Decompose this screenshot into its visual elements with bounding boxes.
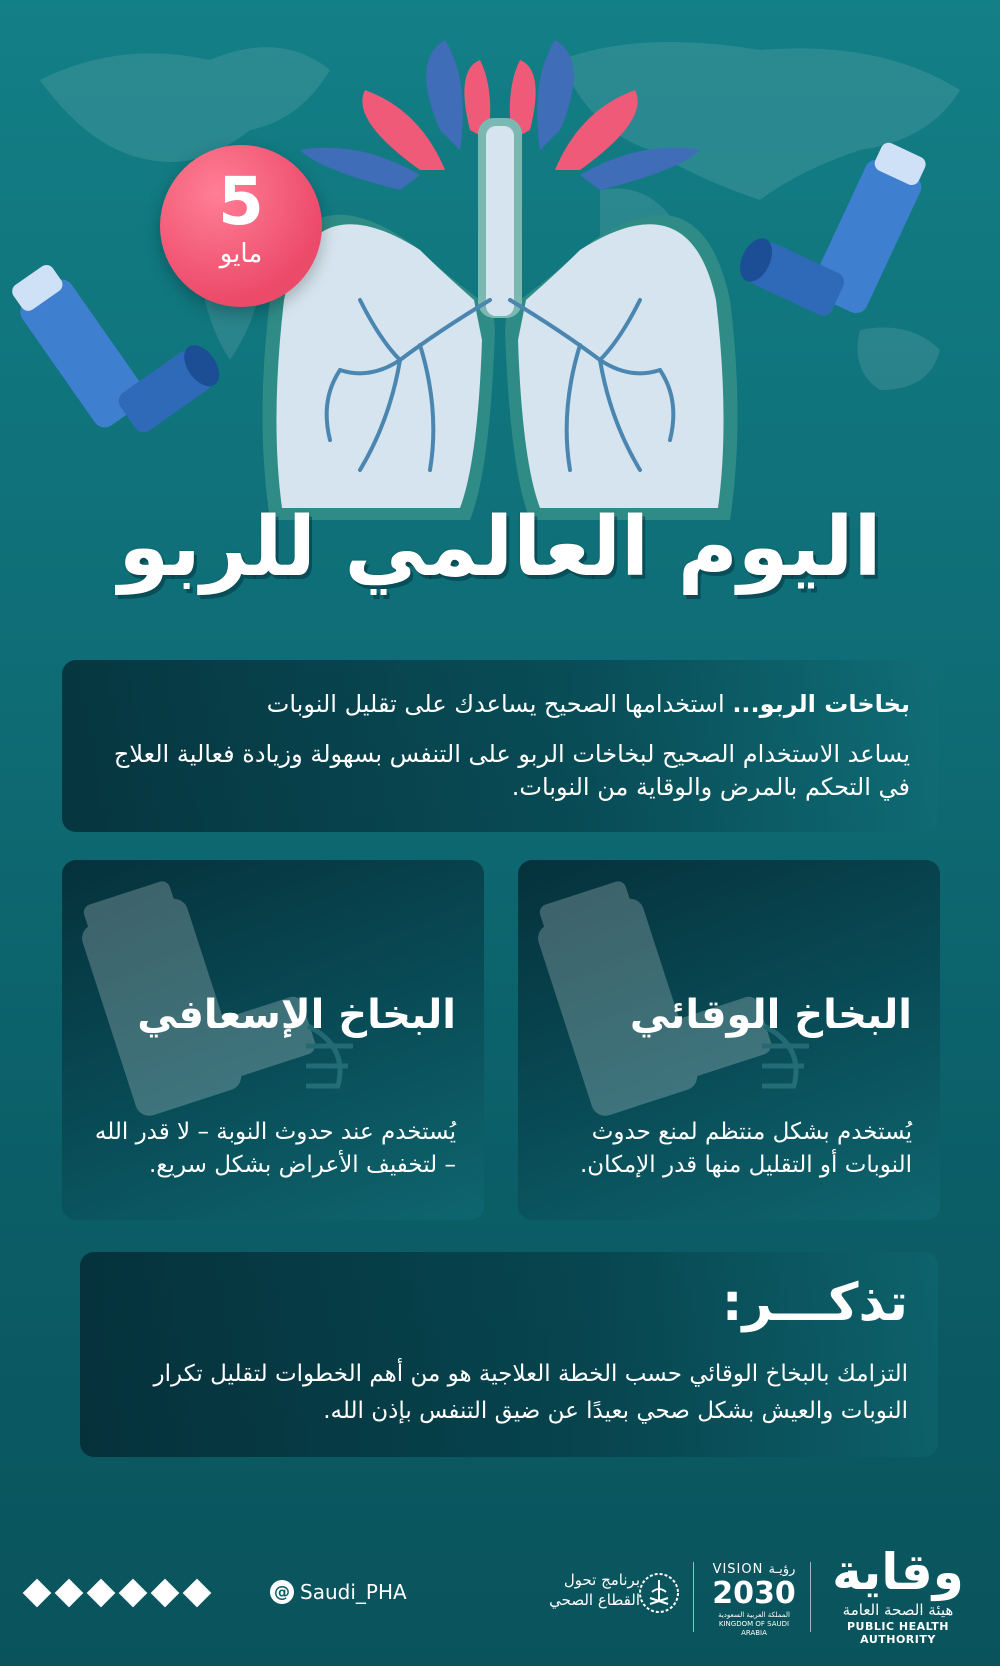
intro-lead-rest: استخدامها الصحيح يساعدك على تقليل النوبات — [266, 690, 733, 718]
pha-name-ar: هيئة الصحة العامة — [842, 1601, 954, 1619]
pha-name-en: PUBLIC HEALTH AUTHORITY — [846, 1620, 949, 1646]
divider — [810, 1562, 811, 1632]
preventive-title: البخاخ الوقائي — [629, 992, 912, 1038]
social-handle[interactable] — [270, 1580, 407, 1604]
remember-title: تذكـــر: — [721, 1273, 908, 1333]
page-title: اليوم العالمي للربو — [118, 500, 882, 595]
remember-card — [80, 1252, 938, 1457]
divider — [693, 1562, 694, 1632]
lungs-illustration — [0, 0, 1000, 560]
intro-card — [62, 660, 938, 832]
diamond-icon — [23, 1579, 52, 1608]
saudi-emblem-icon — [638, 1572, 680, 1614]
vision-sub-en: KINGDOM OF SAUDI ARABIA — [718, 1620, 790, 1637]
vision-year: 2030 — [712, 1576, 796, 1611]
rescue-title: البخاخ الإسعافي — [137, 992, 456, 1038]
program-line1: برنامج تحول — [563, 1571, 640, 1589]
diamond-icon — [151, 1579, 180, 1608]
preventive-inhaler-card — [518, 860, 940, 1220]
at-icon: @ — [270, 1580, 294, 1604]
program-line2: القطاع الصحي — [549, 1591, 640, 1609]
diamond-icon — [55, 1579, 84, 1608]
intro-lead — [90, 688, 910, 720]
diamond-icon — [183, 1579, 212, 1608]
intro-lead-bold: بخاخات الربو... — [732, 690, 910, 718]
intro-body: يساعد الاستخدام الصحيح لبخاخات الربو على التنفس بسهولة وزيادة فعالية العلاج في التحكم بالمرض والوقاية من النوبات. — [113, 740, 910, 801]
handle-text: Saudi_PHA — [300, 1580, 407, 1604]
vision-2030-logo — [705, 1562, 803, 1638]
rescue-inhaler-card — [62, 860, 484, 1220]
preventive-text: يُستخدم بشكل منتظم لمنع حدوث النوبات أو التقليل منها قدر الإمكان. — [579, 1119, 912, 1178]
remember-text: التزامك بالبخاخ الوقائي حسب الخطة العلاجية هو من أهم الخطوات لتقليل تكرار النوبات والعيش بشكل صحي بعيدًا عن ضيق التنفس بإذن الله. — [153, 1361, 908, 1424]
diamond-icon — [119, 1579, 148, 1608]
pha-logo-text: وقاية — [832, 1543, 964, 1601]
date-badge — [160, 145, 322, 307]
health-program-logo — [530, 1570, 640, 1610]
decorative-diamonds — [24, 1580, 210, 1606]
rescue-text: يُستخدم عند حدوث النوبة – لا قدر الله – لتخفيف الأعراض بشكل سريع. — [94, 1119, 456, 1178]
footer — [0, 1540, 1000, 1650]
date-month: مايو — [219, 239, 263, 269]
inhaler-right — [734, 106, 934, 331]
date-day: 5 — [218, 163, 264, 240]
vision-sub-ar: المملكة العربية السعودية — [718, 1611, 790, 1619]
diamond-icon — [87, 1579, 116, 1608]
vision-top: VISION رؤيـة — [712, 1562, 796, 1577]
pha-logo — [818, 1544, 978, 1646]
